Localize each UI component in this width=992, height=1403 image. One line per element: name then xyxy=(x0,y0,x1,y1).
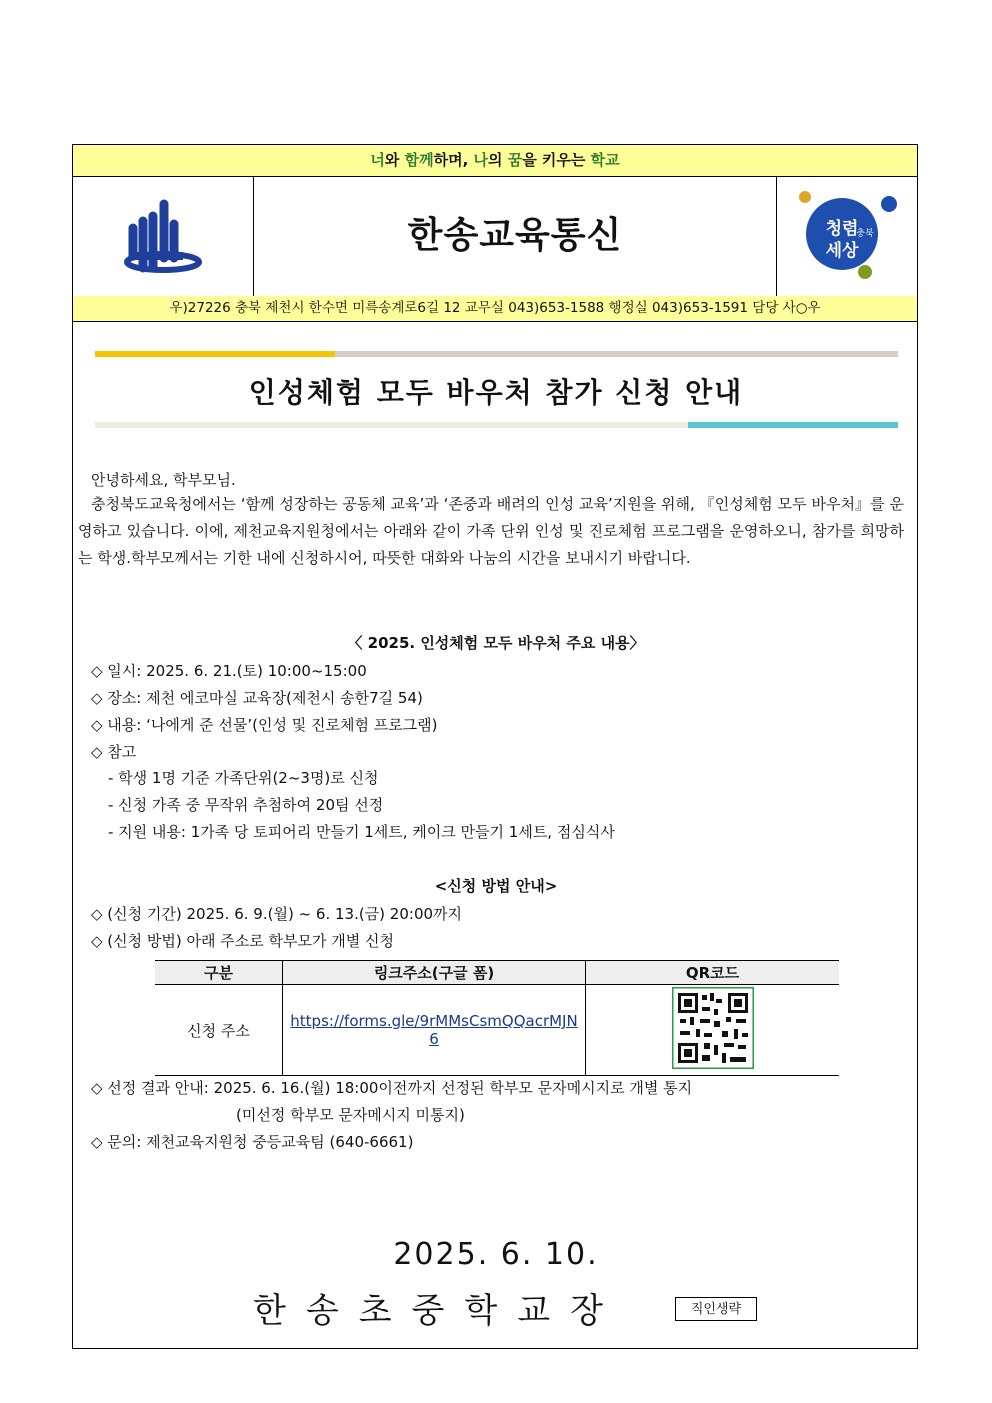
main-section-title: 〈 2025. 인성체험 모두 바우처 주요 내용〉 xyxy=(347,634,645,652)
issue-date: 2025. 6. 10. xyxy=(393,1237,599,1272)
apply-table xyxy=(155,960,839,1076)
note-item: - 신청 가족 중 무작위 추첨하여 20팀 선정 xyxy=(108,796,384,814)
school-address: 우)27226 충북 제천시 한수면 미륵송계로6길 12 교무실 043)653-1588 행정실 043)653-1591 담당 사○우 xyxy=(73,296,917,322)
table-header-row xyxy=(155,961,839,985)
qr-code-icon[interactable] xyxy=(672,987,754,1069)
apply-section-title: <신청 방법 안내> xyxy=(434,877,558,895)
result-notice: ◇ 선정 결과 안내: 2025. 6. 16.(월) 18:00이전까지 선정된 학부모 문자메시지로 개별 통지 xyxy=(91,1079,693,1097)
note-item: - 학생 1명 기준 가족단위(2~3명)로 신청 xyxy=(108,769,379,787)
title-bar-light xyxy=(95,422,688,428)
integrity-logo-icon xyxy=(777,176,917,296)
table-header: 구분 xyxy=(155,961,283,985)
result-note: (미선정 학부모 문자메시지 미통지) xyxy=(236,1106,465,1124)
school-logo-icon xyxy=(73,176,253,296)
list-item: ◇ 장소: 제천 에코마실 교육장(제천시 송한7길 54) xyxy=(91,689,423,707)
list-item: ◇ 일시: 2025. 6. 21.(토) 10:00~15:00 xyxy=(91,662,367,680)
row-label: 신청 주소 xyxy=(155,985,283,1076)
title-bar-yellow xyxy=(95,351,335,357)
masthead xyxy=(73,176,917,297)
newsletter-title: 한송교육통신 xyxy=(407,215,623,256)
list-item: ◇ (신청 방법) 아래 주소로 학부모가 개별 신청 xyxy=(91,932,394,950)
principal-signature: 한송초중학교장 xyxy=(253,1291,623,1331)
intro-paragraph: 충청북도교육청에서는 ‘함께 성장하는 공동체 교육’과 ‘존중과 배려의 인성 교육’지원을 위해, 『인성체험 모두 바우처』를 운영하고 있습니다. 이에, 제천교육지원청에서는 아래와 같이 가족 단위 인성 및 진로체험 프로그램을 운영하오니, 참가를 희망하는 학생.학부모께서는 기한 내에 신청하시어, 따뜻한 대화와 나눔의 시간을 보내시기 바랍니다. xyxy=(78,495,904,567)
document-title: 인성체험 모두 바우처 참가 신청 안내 xyxy=(248,376,744,409)
list-item: ◇ (신청 기간) 2025. 6. 9.(월) ~ 6. 13.(금) 20:00까지 xyxy=(91,905,463,923)
note-item: - 지원 내용: 1가족 당 토피어리 만들기 1세트, 케이크 만들기 1세트, 점심식사 xyxy=(108,823,615,841)
right-logo-cell xyxy=(776,176,917,296)
title-bar-teal xyxy=(688,422,898,428)
list-item: ◇ 참고 xyxy=(91,743,137,761)
qr-cell xyxy=(586,985,840,1076)
left-logo-cell xyxy=(73,176,254,296)
title-bar-gray xyxy=(335,351,898,357)
link-cell xyxy=(283,985,586,1076)
integrity-logo-line-2: 충북 xyxy=(856,229,874,239)
integrity-logo-line-3: 세상 xyxy=(825,241,859,261)
form-link[interactable]: https://forms.gle/9rMMsCsmQQacrMJN6 xyxy=(290,1012,578,1048)
newsletter-frame xyxy=(72,144,918,1349)
seal-omitted-box: 직인생략 xyxy=(675,1297,757,1321)
table-header: 링크주소(구글 폼) xyxy=(283,961,586,985)
contact-info: ◇ 문의: 제천교육지원청 중등교육팀 (640-6661) xyxy=(91,1133,414,1151)
integrity-logo-line-1: 청렴 xyxy=(825,219,859,239)
table-row xyxy=(155,985,839,1076)
greeting: 안녕하세요, 학부모님. xyxy=(91,471,236,489)
list-item: ◇ 내용: ‘나에게 준 선물’(인성 및 진로체험 프로그램) xyxy=(91,716,438,734)
slogan-banner: 너와 함께하며, 나의 꿈을 키우는 학교 xyxy=(73,145,917,177)
table-header: QR코드 xyxy=(586,961,840,985)
